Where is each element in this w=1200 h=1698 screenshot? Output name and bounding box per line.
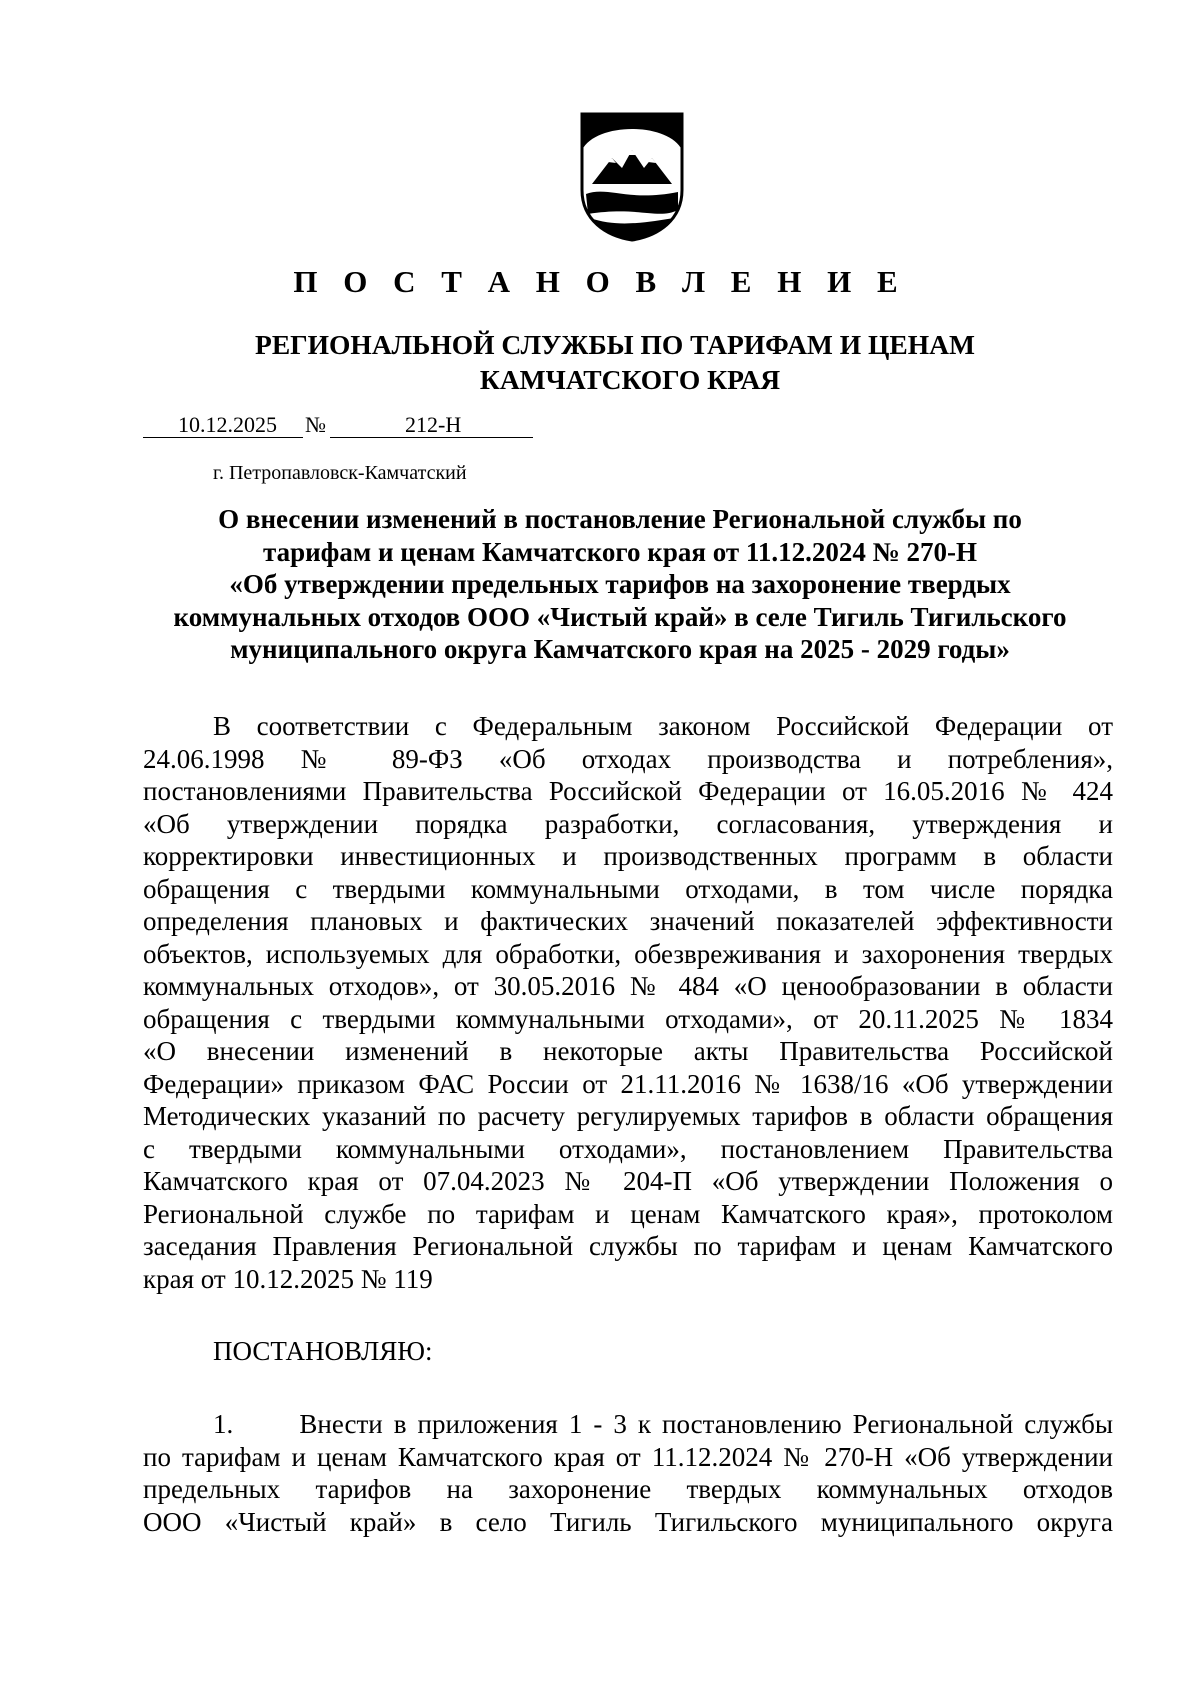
body-line: В соответствии с Федеральным законом Российской Федерации от — [213, 711, 1113, 741]
body-line: обращения с твердыми коммунальными отходами, в том числе порядка — [143, 873, 1113, 904]
body-line: края от 10.12.2025 № 119 — [143, 1263, 433, 1294]
item-line: по тарифам и ценам Камчатского края от 11.12.2024 № 270-Н «Об утверждении — [143, 1441, 1113, 1472]
resolve-word: ПОСТАНОВЛЯЮ: — [213, 1336, 433, 1366]
heading-line: «Об утверждении предельных тарифов на захоронение твердых — [229, 569, 1011, 599]
item-line: предельных тарифов на захоронение твердых коммунальных отходов — [143, 1474, 1113, 1504]
heading-line: коммунальных отходов ООО «Чистый край» в селе Тигиль Тигильского — [173, 601, 1067, 632]
item-line: ООО «Чистый край» в село Тигиль Тигильского муниципального округа — [143, 1506, 1113, 1537]
document-number: 212-Н — [405, 412, 462, 437]
heading-line: О внесении изменений в постановление Региональной службы по — [218, 504, 1022, 534]
body-line: определения плановых и фактических значений показателей эффективности — [143, 906, 1113, 936]
body-line: постановлениями Правительства Российской Федерации от 16.05.2016 № 424 — [143, 776, 1113, 806]
body-line: с твердыми коммунальными отходами», постановлением Правительства — [143, 1133, 1113, 1164]
body-line: заседания Правления Региональной службы по тарифам и ценам Камчатского — [143, 1231, 1113, 1261]
body-line: Федерации» приказом ФАС России от 21.11.2016 № 1638/16 «Об утверждении — [143, 1068, 1113, 1099]
body-line: «Об утверждении порядка разработки, согласования, утверждения и — [143, 808, 1113, 839]
body-line: коммунальных отходов», от 30.05.2016 № 484 «О ценообразовании в области — [143, 971, 1113, 1001]
body-line: обращения с твердыми коммунальными отходами», от 20.11.2025 № 1834 — [143, 1003, 1113, 1034]
body-line: 24.06.1998 № 89-ФЗ «Об отходах производства и потребления», — [143, 743, 1113, 774]
heading-line: тарифам и ценам Камчатского края от 11.12.2024 № 270-Н — [262, 536, 977, 567]
body-line: Региональной службе по тарифам и ценам Камчатского края», протоколом — [143, 1198, 1113, 1229]
heading-line: муниципального округа Камчатского края на 2025 - 2029 годы» — [230, 634, 1010, 664]
city-name: г. Петропавловск-Камчатский — [213, 462, 467, 484]
kamchatka-emblem-icon — [578, 110, 686, 242]
body-line: Методических указаний по расчету регулируемых тарифов в области обращения — [143, 1101, 1113, 1131]
document-date: 10.12.2025 — [178, 412, 277, 437]
number-sign: № — [305, 412, 326, 437]
body-line: объектов, используемых для обработки, обезвреживания и захоронения твердых — [143, 938, 1113, 969]
org-name-line-1: РЕГИОНАЛЬНОЙ СЛУЖБЫ ПО ТАРИФАМ И ЦЕНАМ — [255, 329, 975, 360]
body-line: Камчатского края от 07.04.2023 № 204-П «Об утверждении Положения о — [143, 1166, 1113, 1196]
body-line: корректировки инвестиционных и производственных программ в области — [143, 841, 1113, 871]
body-line: «О внесении изменений в некоторые акты Правительства Российской — [143, 1036, 1113, 1066]
org-name-line-2: КАМЧАТСКОГО КРАЯ — [479, 364, 781, 395]
document-title: П О С Т А Н О В Л Е Н И Е — [293, 264, 907, 299]
item-line: 1. Внести в приложения 1 - 3 к постановлению Региональной службы — [213, 1409, 1113, 1439]
